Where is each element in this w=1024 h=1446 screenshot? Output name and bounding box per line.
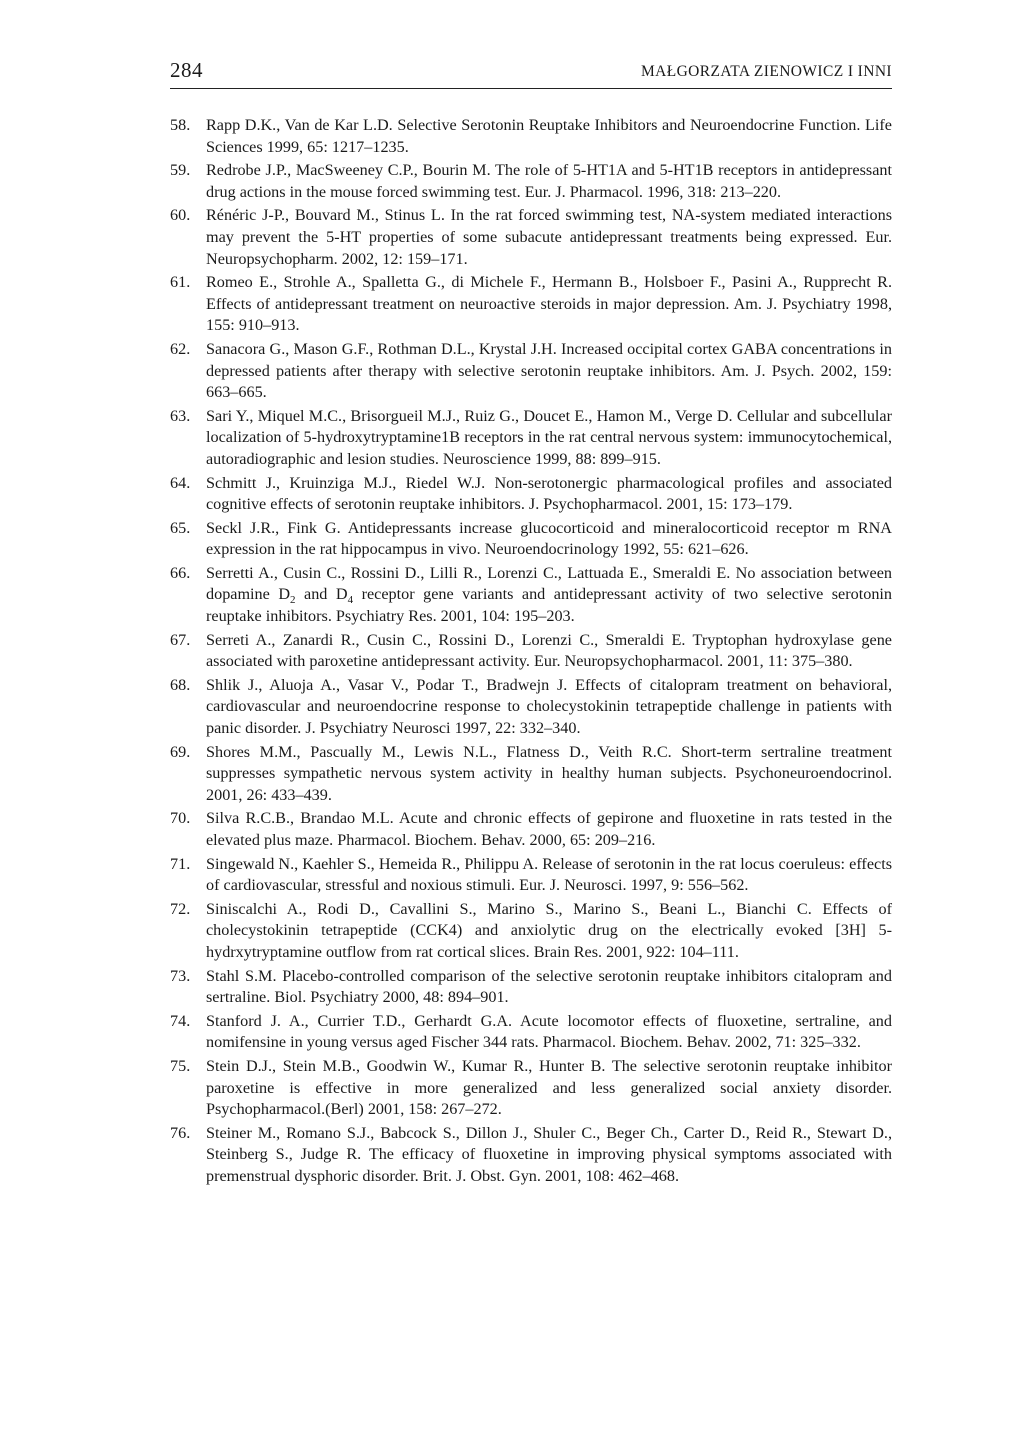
reference-item [170, 854, 892, 897]
reference-item [170, 808, 892, 851]
reference-text: Redrobe J.P., MacSweeney C.P., Bourin M. The role of 5-HT1A and 5-HT1B receptors in antidepressant drug actions in the mouse forced swimming test. Eur. J. Pharmacol. 1996, 318: 213–220. [206, 161, 892, 201]
document-page [170, 58, 892, 1190]
reference-number: 70. [170, 809, 191, 828]
reference-number: 76. [170, 1123, 191, 1142]
reference-text: Stanford J. A., Currier T.D., Gerhardt G.A. Acute locomotor effects of fluoxetine, sertraline, and nomifensine in young versus aged Fischer 344 rats. Pharmacol. Biochem. Behav. 2002, 71: 325–332. [206, 1011, 892, 1052]
reference-item [170, 563, 892, 628]
reference-text-part: and D [295, 585, 348, 604]
reference-item [170, 1056, 892, 1121]
reference-item [170, 1011, 892, 1054]
reference-item [170, 518, 892, 561]
reference-text [206, 563, 892, 628]
reference-text: Stahl S.M. Placebo-controlled comparison of the selective serotonin reuptake inhibitors citalopram and sertraline. Biol. Psychiatry 2000, 48: 894–901. [206, 966, 892, 1007]
reference-number: 60. [170, 206, 191, 225]
subscript-2: 2 [290, 594, 296, 607]
page-number: 284 [170, 58, 203, 82]
reference-number: 74. [170, 1011, 191, 1030]
reference-text-part: receptor gene variants and antidepressant activity of two selective serotonin reuptake inhibitors. Psychiatry Res. 2001, 104: 195–203. [206, 585, 893, 626]
reference-text: Seckl J.R., Fink G. Antidepressants increase glucocorticoid and mineralocorticoid receptor m RNA expression in the rat hippocampus in vivo. Neuroendocrinology 1992, 55: 621–626. [206, 518, 892, 559]
reference-text: Serreti A., Zanardi R., Cusin C., Rossini D., Lorenzi C., Smeraldi E. Tryptophan hydroxylase gene associated with paroxetine antidepressant activity. Eur. Neuropsychopharmacol. 2001, 11: 375–380. [206, 630, 892, 671]
reference-number: 61. [170, 273, 191, 292]
subscript-4: 4 [347, 594, 354, 607]
reference-number: 67. [170, 630, 191, 649]
reference-number: 73. [170, 966, 191, 985]
reference-item [170, 1123, 892, 1188]
reference-item [170, 205, 892, 270]
reference-list [170, 115, 892, 1188]
reference-number: 65. [170, 518, 191, 537]
page-header [170, 58, 892, 89]
reference-number: 68. [170, 675, 191, 694]
reference-item [170, 675, 892, 740]
reference-number: 63. [170, 406, 191, 425]
reference-number: 66. [170, 563, 191, 582]
reference-item [170, 899, 892, 964]
reference-text: Steiner M., Romano S.J., Babcock S., Dillon J., Shuler C., Beger Ch., Carter D., Reid R., Stewart D., Steinberg S., Judge R. The efficacy of fluoxetine in improving physical symptoms associated with premenstrual dysphoric disorder. Brit. J. Obst. Gyn. 2001, 108: 462–468. [206, 1123, 892, 1185]
reference-number: 62. [170, 339, 191, 358]
reference-item [170, 160, 892, 203]
reference-item [170, 473, 892, 516]
reference-item [170, 966, 892, 1009]
reference-text: Schmitt J., Kruinziga M.J., Riedel W.J. Non-serotonergic pharmacological profiles and associated cognitive effects of serotonin reuptake inhibitors. J. Psychopharmacol. 2001, 15: 173–179. [206, 473, 892, 514]
reference-number: 58. [170, 116, 191, 134]
reference-item [170, 742, 892, 807]
reference-number: 59. [170, 161, 191, 180]
reference-text: Sari Y., Miquel M.C., Brisorgueil M.J., Ruiz G., Doucet E., Hamon M., Verge D. Cellular and subcellular localization of 5-hydroxytryptamine1B receptors in the rat central nervous system: immunocytochemical, autoradiographic and lesion studies. Neuroscience 1999, 88: 899–915. [206, 406, 892, 468]
reference-text: Shores M.M., Pascually M., Lewis N.L., Flatness D., Veith R.C. Short-term sertraline treatment suppresses sympathetic nervous system activity in healthy human subjects. Psychoneuroendocrinol. 2001, 26: 433–439. [206, 742, 892, 804]
reference-number: 72. [170, 899, 191, 918]
reference-text: Romeo E., Strohle A., Spalletta G., di Michele F., Hermann B., Holsboer F., Pasini A., Rupprecht R. Effects of antidepressant treatment on neuroactive steroids in major depression. Am. J. Psychiatry 1998, 155: 910–913. [206, 273, 892, 335]
reference-text: Sanacora G., Mason G.F., Rothman D.L., Krystal J.H. Increased occipital cortex GABA concentrations in depressed patients after therapy with selective serotonin reuptake inhibitors. Am. J. Psych. 2002, 159: 663–665. [206, 339, 892, 402]
reference-number: 64. [170, 473, 191, 492]
reference-text: Shlik J., Aluoja A., Vasar V., Podar T., Bradwejn J. Effects of citalopram treatment on behavioral, cardiovascular and neuroendocrine response to cholecystokinin tetrapeptide challenge in patients with panic disorder. J. Psychiatry Neurosci 1997, 22: 332–340. [206, 675, 892, 738]
reference-number: 69. [170, 742, 191, 761]
reference-item [170, 115, 892, 158]
reference-text: Siniscalchi A., Rodi D., Cavallini S., Marino S., Marino S., Beani L., Bianchi C. Effects of cholecystokinin tetrapeptide (CCK4) and anxiolytic drug on the electrically evoked [3H] 5-hydrxytryptamine outflow from rat cortical slices. Brain Res. 2001, 922: 104–111. [206, 899, 892, 961]
reference-number: 75. [170, 1056, 191, 1075]
reference-item [170, 339, 892, 404]
reference-text: Silva R.C.B., Brandao M.L. Acute and chronic effects of gepirone and fluoxetine in rats tested in the elevated plus maze. Pharmacol. Biochem. Behav. 2000, 65: 209–216. [206, 809, 892, 849]
reference-text-part: Serretti A., Cusin C., Rossini D., Lilli R., Lorenzi C., Lattuada E., Smeraldi E. No association between dopamine D [206, 563, 892, 604]
reference-item [170, 272, 892, 337]
running-head: MAŁGORZATA ZIENOWICZ I INNI [640, 63, 892, 80]
reference-item [170, 630, 892, 673]
reference-item [170, 406, 892, 471]
reference-number: 71. [170, 854, 191, 873]
reference-text: Singewald N., Kaehler S., Hemeida R., Philippu A. Release of serotonin in the rat locus coeruleus: effects of cardiovascular, stressful and noxious stimuli. Eur. J. Neurosci. 1997, 9: 556–562. [206, 854, 892, 895]
reference-text: Stein D.J., Stein M.B., Goodwin W., Kumar R., Hunter B. The selective serotonin reuptake inhibitor paroxetine is effective in more generalized and less generalized social anxiety disorder. Psychopharmacol.(Berl) 2001, 158: 267–272. [206, 1056, 892, 1119]
reference-text: Rénéric J-P., Bouvard M., Stinus L. In the rat forced swimming test, NA-system mediated interactions may prevent the 5-HT properties of some subacute antidepressant treatments being expressed. Eur. Neuropsychopharm. 2002, 12: 159–171. [206, 206, 892, 268]
reference-text: Rapp D.K., Van de Kar L.D. Selective Serotonin Reuptake Inhibitors and Neuroendocrine Function. Life Sciences 1999, 65: 1217–1235. [206, 116, 892, 156]
